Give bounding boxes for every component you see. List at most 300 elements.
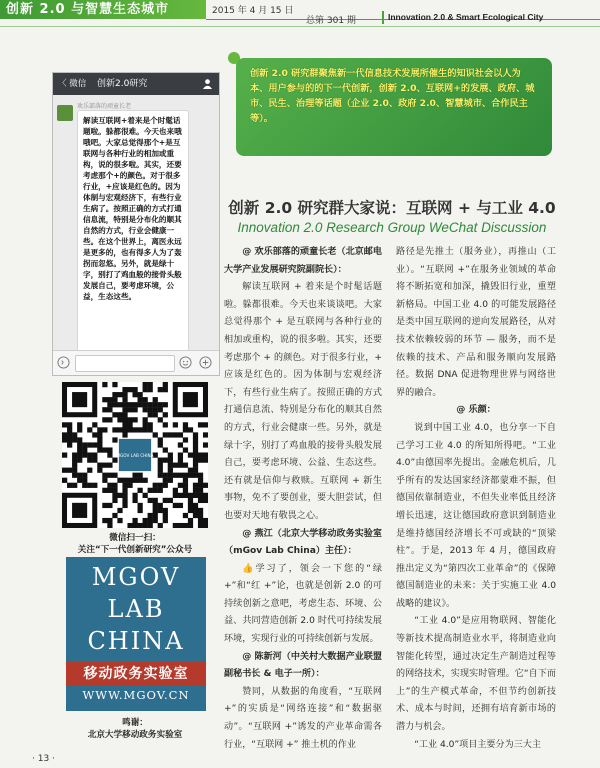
logo-line-mgov: MGOV bbox=[91, 563, 181, 591]
logo-line-lab: LAB bbox=[107, 595, 165, 623]
qr-module bbox=[127, 407, 132, 412]
qr-module bbox=[92, 432, 97, 437]
qr-module bbox=[132, 417, 137, 422]
qr-module bbox=[117, 392, 122, 397]
qr-module bbox=[158, 488, 163, 493]
qr-module bbox=[143, 518, 148, 523]
paragraph: 赞同，从数据的角度看，“互联网 +”的实质是“网络连接”和“数据驱动”。“互联网 +”诱发的产业革命需各行业，“互联网 +” 推土机的作业 bbox=[224, 686, 382, 750]
qr-module bbox=[102, 417, 107, 422]
qr-module bbox=[92, 442, 97, 447]
qr-caption-1: 微信扫一扫： bbox=[109, 533, 161, 543]
qr-module bbox=[163, 382, 168, 387]
qr-module bbox=[112, 427, 117, 432]
qr-module bbox=[198, 483, 203, 488]
qr-module bbox=[143, 382, 148, 387]
qr-module bbox=[178, 442, 183, 447]
qr-module bbox=[183, 473, 188, 478]
qr-module bbox=[178, 493, 183, 498]
qr-module bbox=[122, 483, 127, 488]
qr-module bbox=[173, 488, 178, 493]
qr-module bbox=[148, 387, 153, 392]
qr-module bbox=[117, 402, 122, 407]
qr-module bbox=[178, 452, 183, 457]
qr-module bbox=[193, 463, 198, 468]
qr-module bbox=[117, 508, 122, 513]
qr-module bbox=[127, 422, 132, 427]
user-icon[interactable] bbox=[202, 78, 213, 89]
qr-module bbox=[102, 407, 107, 412]
qr-module bbox=[127, 427, 132, 432]
emoji-icon[interactable] bbox=[179, 356, 192, 369]
qr-module bbox=[132, 478, 137, 483]
qr-module bbox=[72, 432, 77, 437]
qr-module bbox=[203, 483, 208, 488]
qr-module bbox=[122, 392, 127, 397]
qr-module bbox=[148, 427, 153, 432]
message-input[interactable] bbox=[75, 355, 175, 372]
qr-module bbox=[112, 412, 117, 417]
qr-module bbox=[168, 458, 173, 463]
qr-module bbox=[67, 437, 72, 442]
qr-module bbox=[112, 402, 117, 407]
wechat-nav-bar bbox=[53, 73, 219, 95]
qr-module bbox=[193, 508, 198, 513]
qr-module bbox=[107, 488, 112, 493]
paragraph: “工业 4.0”是应用物联网、智能化等新技术提高制造业水平，将制造业向智能化转型，通过决定生产制造过程等的网络技术，实现实时管理。它“自下而上”的生产模式革命，不但节约创新技术、成本与时间，还拥有培育新市场的潜力与机会。 bbox=[396, 616, 556, 733]
qr-module bbox=[67, 422, 72, 427]
qr-finder-pattern bbox=[72, 503, 87, 518]
qr-module bbox=[158, 483, 163, 488]
qr-finder-pattern bbox=[183, 392, 198, 407]
qr-module bbox=[143, 387, 148, 392]
chat-title: 创新2.0研究 bbox=[97, 79, 148, 89]
qr-module bbox=[188, 468, 193, 473]
qr-module bbox=[193, 452, 198, 457]
qr-module bbox=[112, 513, 117, 518]
qr-module bbox=[163, 447, 168, 452]
qr-module bbox=[198, 422, 203, 427]
qr-module bbox=[138, 397, 143, 402]
qr-module bbox=[163, 402, 168, 407]
qr-module bbox=[158, 442, 163, 447]
qr-module bbox=[198, 473, 203, 478]
qr-module bbox=[158, 437, 163, 442]
thanks-label: 鸣谢： bbox=[122, 718, 148, 728]
qr-module bbox=[193, 503, 198, 508]
qr-module bbox=[107, 447, 112, 452]
qr-module bbox=[97, 463, 102, 468]
voice-icon[interactable] bbox=[57, 356, 70, 369]
qr-module bbox=[62, 478, 67, 483]
qr-module bbox=[148, 518, 153, 523]
qr-module bbox=[153, 412, 158, 417]
publication-title-en: Innovation 2.0 & Smart Ecological City bbox=[382, 11, 600, 24]
qr-module bbox=[77, 437, 82, 442]
qr-module bbox=[112, 437, 117, 442]
qr-module bbox=[102, 503, 107, 508]
qr-module bbox=[178, 503, 183, 508]
qr-module bbox=[138, 488, 143, 493]
qr-module bbox=[102, 463, 107, 468]
qr-module bbox=[132, 427, 137, 432]
qr-module bbox=[127, 478, 132, 483]
qr-module bbox=[107, 402, 112, 407]
qr-module bbox=[77, 422, 82, 427]
qr-module bbox=[67, 427, 72, 432]
qr-module bbox=[112, 473, 117, 478]
qr-module bbox=[132, 498, 137, 503]
thanks-org: 北京大学移动政务实验室 bbox=[87, 730, 183, 740]
qr-module bbox=[72, 463, 77, 468]
qr-module bbox=[102, 478, 107, 483]
qr-module bbox=[107, 417, 112, 422]
qr-module bbox=[72, 437, 77, 442]
chat-area bbox=[53, 95, 219, 351]
qr-module bbox=[203, 498, 208, 503]
qr-module bbox=[143, 523, 148, 528]
qr-module bbox=[153, 488, 158, 493]
qr-module bbox=[112, 488, 117, 493]
qr-module bbox=[198, 498, 203, 503]
qr-module bbox=[163, 498, 168, 503]
qr-module bbox=[148, 422, 153, 427]
qr-module bbox=[107, 483, 112, 488]
qr-module bbox=[92, 483, 97, 488]
chat-input-bar bbox=[53, 350, 219, 375]
qr-module bbox=[117, 478, 122, 483]
qr-module bbox=[173, 493, 178, 498]
qr-module bbox=[62, 422, 67, 427]
qr-module bbox=[138, 427, 143, 432]
qr-module bbox=[153, 397, 158, 402]
qr-module bbox=[107, 397, 112, 402]
qr-module bbox=[158, 468, 163, 473]
qr-module bbox=[188, 503, 193, 508]
qr-module bbox=[158, 473, 163, 478]
qr-module bbox=[127, 402, 132, 407]
qr-module bbox=[153, 513, 158, 518]
qr-module bbox=[183, 437, 188, 442]
qr-module bbox=[148, 513, 153, 518]
qr-module bbox=[153, 508, 158, 513]
qr-module bbox=[183, 447, 188, 452]
qr-module bbox=[158, 402, 163, 407]
qr-module bbox=[122, 422, 127, 427]
qr-module bbox=[203, 458, 208, 463]
qr-module bbox=[203, 452, 208, 457]
qr-module bbox=[203, 518, 208, 523]
qr-module bbox=[127, 417, 132, 422]
qr-module bbox=[62, 452, 67, 457]
qr-module bbox=[62, 437, 67, 442]
intro-callout: 创新 2.0 研究群聚焦新一代信息技术发展所催生的知识社会以人为本、用户参与的的下一代创新，创新 2.0、互联网+的发展、政府、城市、民生、治理等话题（企业 2.0、政府 2.0、智慧城市、合作民主等）。 bbox=[236, 58, 552, 156]
qr-module bbox=[158, 458, 163, 463]
qr-module bbox=[183, 478, 188, 483]
qr-module bbox=[153, 503, 158, 508]
qr-module bbox=[173, 473, 178, 478]
qr-module bbox=[132, 387, 137, 392]
qr-module bbox=[62, 432, 67, 437]
paragraph: 路径是先推土（服务业），再推山（工业）。“互联网 +”在服务业领域的革命将不断拓宽和加深，撬毁旧行业，重塑新格局。中国工业 4.0 的可能发展路径是类中国互联网的逆向发展路径，从对技术依赖较弱的环节 — 服务，而不是依赖的技术、产品和服务顺向发展路径。数据 DNA 促进物理世界与网络世界的融合。 bbox=[396, 247, 556, 398]
speaker-line: @ 乐颜： bbox=[456, 405, 496, 416]
qr-module bbox=[132, 402, 137, 407]
issue-number: 总第 301 期 bbox=[306, 16, 356, 26]
qr-module bbox=[188, 508, 193, 513]
qr-module bbox=[188, 473, 193, 478]
qr-module bbox=[107, 523, 112, 528]
qr-module bbox=[107, 473, 112, 478]
qr-module bbox=[158, 508, 163, 513]
qr-module bbox=[178, 432, 183, 437]
qr-module bbox=[183, 493, 188, 498]
qr-module bbox=[148, 498, 153, 503]
qr-module bbox=[67, 442, 72, 447]
plus-icon[interactable] bbox=[199, 356, 212, 369]
qr-module bbox=[82, 447, 87, 452]
qr-module bbox=[107, 463, 112, 468]
mgov-lab-logo bbox=[66, 557, 206, 711]
qr-module bbox=[82, 442, 87, 447]
qr-module bbox=[82, 452, 87, 457]
publication-title: 创新 2.0 与智慧生态城市 bbox=[0, 0, 206, 19]
qr-module bbox=[127, 523, 132, 528]
qr-module bbox=[178, 523, 183, 528]
qr-module bbox=[122, 432, 127, 437]
qr-module bbox=[198, 518, 203, 523]
paragraph: 解读互联网 + 着来是个时髦话题啦。躲都很难。今天也来谈谈吧。大家总觉得那个 + 是互联网与各种行业的相加或重构，说的很多啦。其实，还要考虑那个 + 的颜色。对于很多行业，+ 应该是红色的。因为体制与宏观经济下，有些行业生病了。按照正确的方式打通信息流、特别是分布化的顺其自然的方式，行业会健康一些。另外，就是绿十字，别打了鸡血般的接骨头般发展自己，要考虑环境、公益、生态这些。还有就是信仰与救赎。互联网 + 新生事物，免不了要创业，要大胆尝试，但也要对天地有敬畏之心。 bbox=[224, 282, 382, 521]
qr-module bbox=[102, 518, 107, 523]
speaker-line: @ 陈新河（中关村大数据产业联盟副秘书长 & 电子一所）： bbox=[224, 651, 382, 680]
qr-module bbox=[122, 488, 127, 493]
qr-module bbox=[173, 523, 178, 528]
qr-module bbox=[138, 508, 143, 513]
qr-module bbox=[143, 417, 148, 422]
qr-module bbox=[87, 442, 92, 447]
qr-module bbox=[112, 498, 117, 503]
qr-module bbox=[193, 432, 198, 437]
qr-module bbox=[153, 407, 158, 412]
qr-module bbox=[193, 437, 198, 442]
qr-module bbox=[163, 422, 168, 427]
qr-module bbox=[188, 452, 193, 457]
qr-module bbox=[183, 422, 188, 427]
qr-module bbox=[173, 422, 178, 427]
qr-module bbox=[102, 397, 107, 402]
qr-module bbox=[178, 473, 183, 478]
qr-module bbox=[193, 458, 198, 463]
qr-module bbox=[102, 488, 107, 493]
qr-module bbox=[193, 473, 198, 478]
qr-module bbox=[122, 427, 127, 432]
qr-module bbox=[87, 468, 92, 473]
qr-module bbox=[102, 427, 107, 432]
qr-module bbox=[178, 458, 183, 463]
qr-module bbox=[183, 463, 188, 468]
qr-module bbox=[92, 422, 97, 427]
article-column-2 bbox=[396, 244, 556, 756]
qr-module bbox=[168, 452, 173, 457]
qr-module bbox=[107, 518, 112, 523]
qr-module bbox=[193, 468, 198, 473]
qr-module bbox=[168, 463, 173, 468]
qr-module bbox=[153, 483, 158, 488]
qr-module bbox=[198, 478, 203, 483]
qr-module bbox=[168, 468, 173, 473]
logo-url: WWW.MGOV.CN bbox=[82, 688, 190, 702]
qr-module bbox=[173, 463, 178, 468]
qr-module bbox=[117, 493, 122, 498]
qr-module bbox=[77, 442, 82, 447]
qr-module bbox=[102, 382, 107, 387]
qr-module bbox=[193, 483, 198, 488]
qr-module bbox=[112, 483, 117, 488]
qr-module bbox=[143, 407, 148, 412]
logo-line-china: CHINA bbox=[87, 627, 185, 655]
qr-module bbox=[77, 478, 82, 483]
qr-module bbox=[198, 452, 203, 457]
qr-module bbox=[183, 513, 188, 518]
header-divider bbox=[0, 26, 600, 27]
qr-module bbox=[148, 407, 153, 412]
qr-module bbox=[102, 473, 107, 478]
qr-module bbox=[173, 503, 178, 508]
qr-module bbox=[193, 493, 198, 498]
qr-module bbox=[198, 513, 203, 518]
qr-center-label: MGOV LAB CHINA bbox=[116, 453, 154, 459]
qr-code-graphic bbox=[62, 382, 208, 528]
qr-module bbox=[153, 518, 158, 523]
qr-module bbox=[77, 452, 82, 457]
page-header bbox=[0, 0, 600, 28]
qr-module bbox=[97, 437, 102, 442]
qr-module bbox=[67, 432, 72, 437]
qr-module bbox=[138, 523, 143, 528]
qr-module bbox=[168, 432, 173, 437]
qr-module bbox=[198, 523, 203, 528]
qr-module bbox=[178, 483, 183, 488]
qr-module bbox=[203, 432, 208, 437]
qr-module bbox=[67, 483, 72, 488]
qr-module bbox=[77, 458, 82, 463]
qr-module bbox=[163, 478, 168, 483]
qr-module bbox=[183, 427, 188, 432]
message-bubble: 解读互联网+着来是个时髦话题啦。躲都很难。今天也来哦哦吧。大家总觉得那个+是互联网与各种行业的相加或重构，说的很多啦。其实，还要考虑那个+的颜色。对于很多行业，+应该是红色的。因为体制与宏观经济下，有些行业生病了。按照正确的方式打通信息流，特别是分布化的顺其自然的方式，行业会健康一些。在这个世界上，离医永远是更多的，也有得多人为了轰拐而忽悠。另外，就是绿十字，别打了鸡血般的接骨头般发展自己，要考虑环境，公益，生态这些。 bbox=[77, 110, 189, 356]
qr-module bbox=[132, 473, 137, 478]
qr-module bbox=[82, 478, 87, 483]
qr-module bbox=[112, 493, 117, 498]
qr-module bbox=[122, 387, 127, 392]
qr-module bbox=[117, 412, 122, 417]
qr-module bbox=[138, 473, 143, 478]
qr-module bbox=[143, 493, 148, 498]
qr-module bbox=[198, 493, 203, 498]
qr-module bbox=[112, 392, 117, 397]
qr-module bbox=[143, 478, 148, 483]
qr-module bbox=[87, 427, 92, 432]
qr-module bbox=[132, 392, 137, 397]
qr-module bbox=[72, 483, 77, 488]
qr-module bbox=[92, 458, 97, 463]
wechat-screenshot bbox=[52, 72, 220, 376]
qr-module bbox=[122, 503, 127, 508]
qr-module bbox=[153, 498, 158, 503]
qr-module bbox=[163, 508, 168, 513]
qr-module bbox=[132, 493, 137, 498]
qr-finder-pattern bbox=[72, 392, 87, 407]
paragraph: 👍学习了，领会一下您的“绿 +”和“红 +”论，也就是创新 2.0 的可持续创新之意吧，考虑生态、环境、公益、共同营造创新 2.0 时代可持续发展环境，实现行业的可持续创新与发展。 bbox=[224, 563, 382, 645]
qr-module bbox=[97, 442, 102, 447]
qr-module bbox=[173, 432, 178, 437]
speaker-line: @ 燕江（北京大学移动政务实验室（mGov Lab China）主任）： bbox=[224, 528, 382, 557]
qr-module bbox=[143, 402, 148, 407]
qr-module bbox=[203, 523, 208, 528]
speaker-line: @ 欢乐部落的顽童长老（北京邮电大学产业发展研究院副院长）： bbox=[224, 247, 382, 275]
qr-module bbox=[183, 488, 188, 493]
qr-module bbox=[122, 478, 127, 483]
qr-module bbox=[132, 523, 137, 528]
qr-module bbox=[188, 518, 193, 523]
qr-module bbox=[138, 478, 143, 483]
qr-module bbox=[148, 488, 153, 493]
qr-module bbox=[97, 447, 102, 452]
qr-module bbox=[132, 518, 137, 523]
qr-module bbox=[163, 432, 168, 437]
qr-module bbox=[163, 483, 168, 488]
qr-module bbox=[188, 427, 193, 432]
qr-module bbox=[193, 447, 198, 452]
qr-module bbox=[112, 382, 117, 387]
qr-module bbox=[143, 422, 148, 427]
qr-module bbox=[122, 407, 127, 412]
qr-module bbox=[77, 473, 82, 478]
qr-module bbox=[72, 452, 77, 457]
qr-module bbox=[193, 442, 198, 447]
qr-module bbox=[178, 463, 183, 468]
qr-module bbox=[143, 427, 148, 432]
issue-date: 2015 年 4 月 15 日 bbox=[212, 6, 294, 16]
paragraph: 说到中国工业 4.0，也分享一下自己学习工业 4.0 的所知所得吧。“工业 4.0”由德国率先提出。金融危机后，几乎所有的发达国家经济都蒙难不振，但德国依靠制造业，不但失业率低且经济增长迅速，这让德国政府意识到制造业是维持德国经济增长不可或缺的“顶梁柱”。于是，2013 年 4 月，德国政府推出定义为“第四次工业革命”的《保障德国制造业的未来：关于实施工业 4.0 战略的建议》。 bbox=[396, 422, 556, 609]
qr-module bbox=[203, 422, 208, 427]
qr-module bbox=[67, 468, 72, 473]
qr-module bbox=[148, 412, 153, 417]
avatar[interactable] bbox=[57, 105, 73, 121]
qr-module bbox=[77, 447, 82, 452]
qr-module bbox=[188, 498, 193, 503]
qr-module bbox=[122, 402, 127, 407]
qr-module bbox=[97, 427, 102, 432]
qr-module bbox=[87, 452, 92, 457]
back-button[interactable]: 〈 微信 bbox=[58, 79, 87, 89]
qr-module bbox=[158, 523, 163, 528]
qr-module bbox=[148, 523, 153, 528]
qr-module bbox=[122, 397, 127, 402]
qr-module bbox=[97, 468, 102, 473]
qr-module bbox=[92, 452, 97, 457]
qr-module bbox=[127, 483, 132, 488]
qr-module bbox=[163, 518, 168, 523]
qr-module bbox=[158, 407, 163, 412]
article-title-en: Innovation 2.0 Research Group WeChat Discussion bbox=[237, 220, 547, 235]
qr-module bbox=[102, 447, 107, 452]
article-title: 创新 2.0 研究群大家说：互联网 + 与工业 4.0 bbox=[228, 199, 556, 217]
qr-module bbox=[112, 397, 117, 402]
qr-module bbox=[107, 452, 112, 457]
qr-module bbox=[122, 493, 127, 498]
qr-module bbox=[138, 392, 143, 397]
qr-module bbox=[72, 458, 77, 463]
qr-module bbox=[198, 508, 203, 513]
qr-module bbox=[148, 382, 153, 387]
